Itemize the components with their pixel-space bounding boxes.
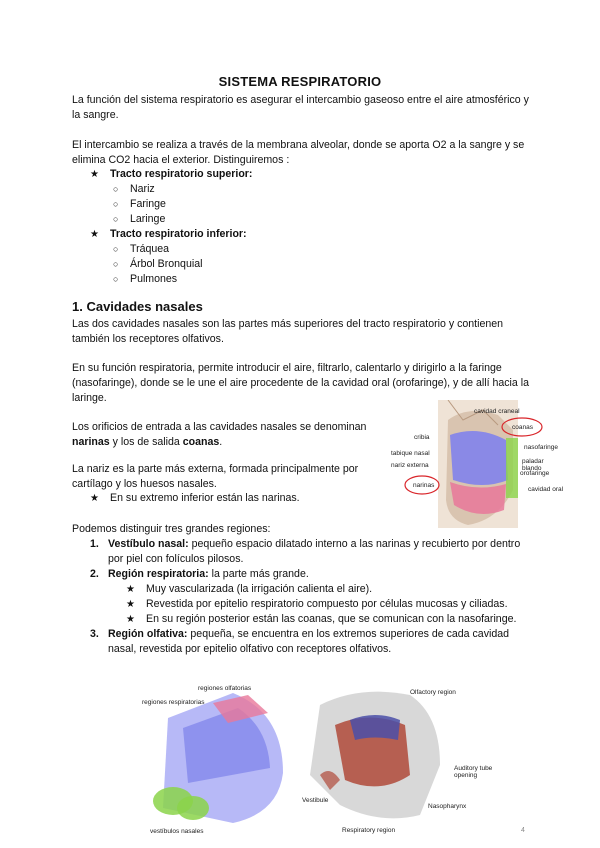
tract-superior: ★ Tracto respiratorio superior: bbox=[110, 167, 410, 182]
tract-inferior: ★ Tracto respiratorio inferior: bbox=[110, 227, 410, 242]
nasal-regions-illustration bbox=[138, 683, 298, 838]
list-item: ○ Nariz bbox=[130, 182, 410, 197]
figure-label: nasofaringe bbox=[524, 444, 558, 451]
intro-paragraph-1: La función del sistema respiratorio es asegurar el intercambio gaseoso entre el aire atmosférico y la sangre. bbox=[72, 94, 529, 121]
figure-label: orofaringe bbox=[520, 470, 550, 477]
page-title: SISTEMA RESPIRATORIO bbox=[218, 74, 382, 89]
figure-label: Auditory tube opening bbox=[454, 765, 493, 779]
intro-paragraph-2: El intercambio se realiza a través de la membrana alveolar, donde se aporta O2 a la sangre y se elimina CO2 hacia el exterior. Distinguiremos : bbox=[72, 139, 525, 166]
list-item: ★ En su región posterior están las coanas, que se comunican con la nasofaringe. bbox=[146, 612, 528, 627]
regions-list bbox=[90, 537, 528, 657]
list-item: ★ Muy vascularizada (la irrigación calienta el aire). bbox=[146, 582, 528, 597]
region-item: 3. Región olfativa: pequeña, se encuentra en los extremos superiores de cada cavidad nasal, revestida por epitelio olfativo con receptores olfativos. bbox=[90, 628, 510, 655]
figure-label: cribia bbox=[414, 434, 430, 441]
figure-label: Vestibule bbox=[302, 797, 329, 804]
list-item: ★ Revestida por epitelio respiratorio compuesto por células mucosas y ciliadas. bbox=[146, 597, 528, 612]
section-paragraph-4: La nariz es la parte más externa, formada principalmente por cartílago y los huesos nasales. bbox=[72, 463, 359, 490]
figure-label: cavidad craneal bbox=[474, 408, 520, 415]
section-paragraph-5: Podemos distinguir tres grandes regiones: bbox=[72, 523, 271, 535]
list-item: ○ Faringe bbox=[130, 197, 410, 212]
coanas-circle-icon bbox=[502, 418, 542, 436]
list-item: ○ Laringe bbox=[130, 212, 410, 227]
region-item: 2. Región respiratoria: la parte más grande. bbox=[90, 568, 309, 580]
figure-label: Nasopharynx bbox=[428, 803, 467, 810]
tract-list bbox=[110, 167, 410, 287]
section-heading: 1. Cavidades nasales bbox=[72, 299, 203, 314]
section-paragraph-1: Las dos cavidades nasales son las partes más superiores del tracto respiratorio y contienen también los receptores olfativos. bbox=[72, 318, 504, 345]
section-paragraph-2: En su función respiratoria, permite introducir el aire, filtrarlo, calentarlo y dirigirlo a la faringe (nasofaringe), donde se le une el aire procedente de la cavidad oral (orofaringe), y de allí hacia la laringe. bbox=[72, 362, 529, 404]
figure-label: Olfactory region bbox=[410, 689, 456, 696]
nasal-regions-figure bbox=[138, 683, 298, 838]
figure-label: cavidad oral bbox=[528, 486, 564, 493]
nose-bullet: ★ En su extremo inferior están las narinas. bbox=[110, 491, 390, 506]
list-item: ○ Árbol Bronquial bbox=[130, 257, 410, 272]
list-item: ○ Pulmones bbox=[130, 272, 410, 287]
narinas-circle-icon bbox=[405, 476, 439, 494]
figure-label: regiones respiratorias bbox=[142, 699, 205, 706]
anatomy-figure bbox=[300, 685, 510, 840]
figure-label: paladar blando bbox=[522, 458, 544, 472]
nasal-cavity-figure bbox=[388, 400, 564, 528]
page-number: 4 bbox=[521, 827, 525, 834]
figure-label: vestíbulos nasales bbox=[150, 828, 204, 835]
figure-label: coanas bbox=[512, 424, 533, 431]
anatomy-illustration bbox=[300, 685, 510, 840]
region-item: 1. Vestíbulo nasal: pequeño espacio dilatado interno a las narinas y recubierto por dentro por piel con folículos pilosos. bbox=[90, 538, 521, 565]
highlight-circles bbox=[388, 400, 553, 528]
figure-label: narinas bbox=[413, 482, 435, 489]
list-item: ○ Tráquea bbox=[130, 242, 410, 257]
section-paragraph-3: Los orificios de entrada a las cavidades nasales se denominan narinas y los de salida coanas. bbox=[72, 421, 367, 448]
figure-label: Respiratory region bbox=[342, 827, 396, 834]
figure-label: regiones olfatorias bbox=[198, 685, 252, 692]
figure-label: tabique nasal bbox=[391, 450, 430, 457]
figure-label: nariz externa bbox=[391, 462, 429, 469]
